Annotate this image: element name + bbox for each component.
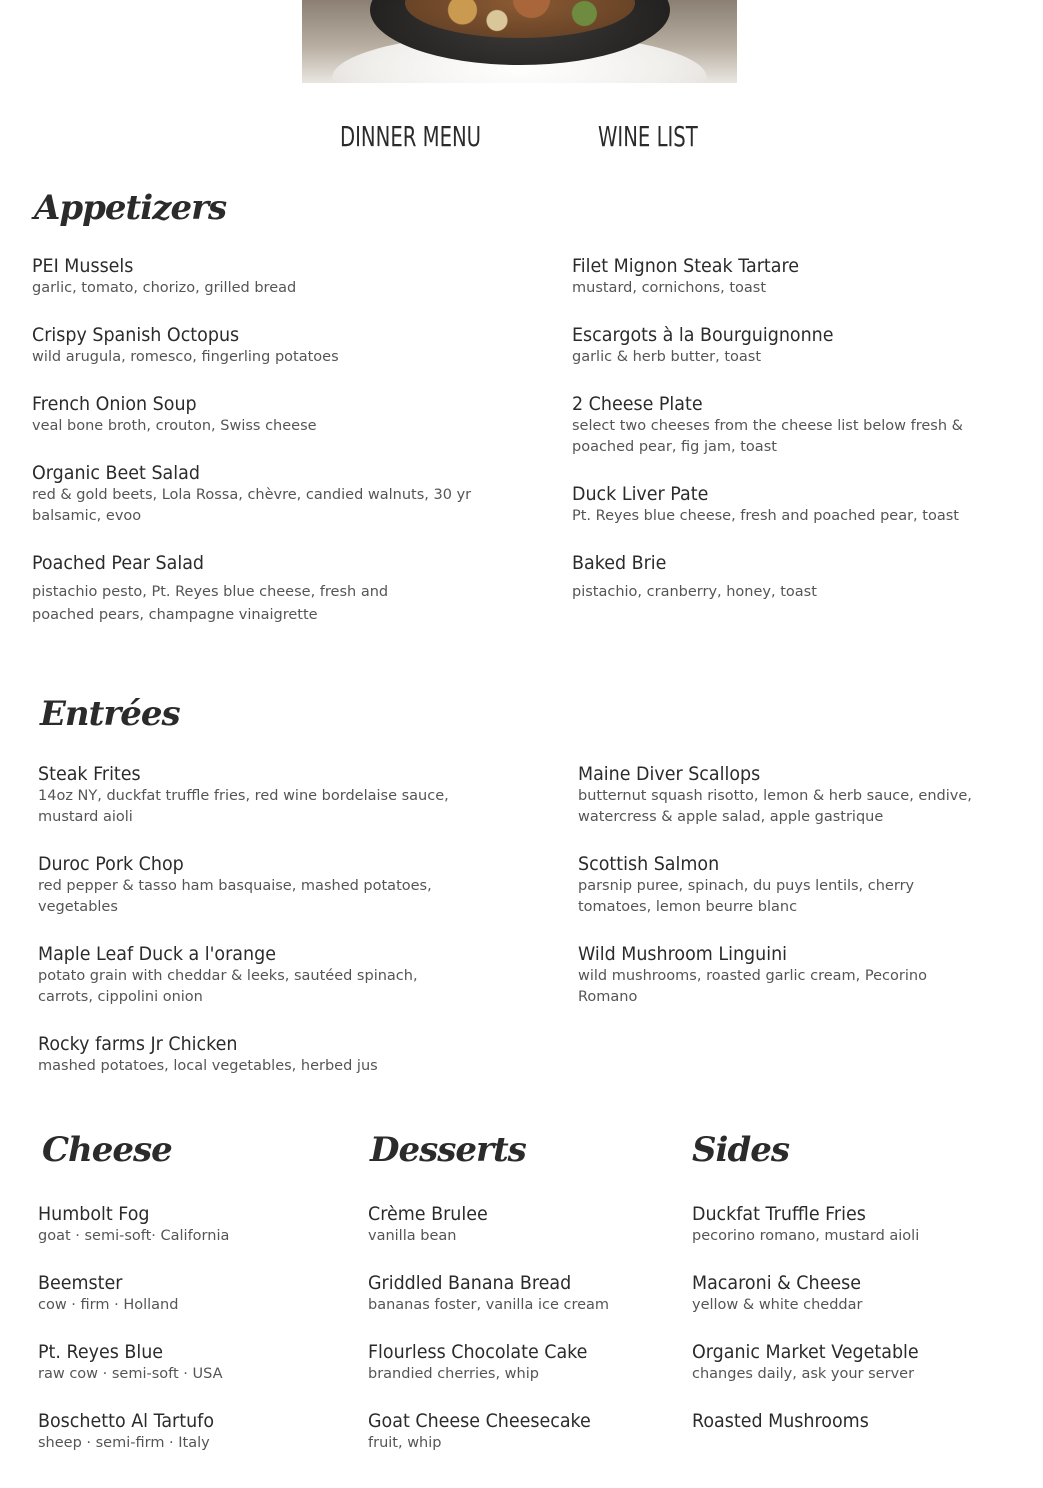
item-desc: mustard, cornichons, toast: [572, 280, 767, 296]
item-desc: fruit, whip: [368, 1435, 442, 1451]
menu-item: [692, 1202, 1022, 1247]
desserts-title: Desserts: [370, 1130, 526, 1170]
item-name: Steak Frites: [38, 763, 141, 785]
menu-item: [572, 392, 977, 458]
item-desc: yellow & white cheddar: [692, 1297, 863, 1313]
item-name: Poached Pear Salad: [32, 552, 205, 574]
item-name: Humbolt Fog: [38, 1203, 150, 1225]
menu-item: [38, 762, 488, 828]
item-name: PEI Mussels: [32, 255, 134, 277]
item-name: Crème Brulee: [368, 1203, 488, 1225]
menu-item: [38, 1340, 338, 1385]
item-desc: raw cow · semi-soft · USA: [38, 1366, 223, 1382]
menu-item: [32, 323, 472, 368]
item-desc: red pepper & tasso ham basquaise, mashed potatoes, vegetables: [38, 878, 432, 915]
menu-item: [578, 852, 968, 918]
menu-item: [32, 392, 472, 437]
item-name: Rocky farms Jr Chicken: [38, 1033, 238, 1055]
item-desc: bananas foster, vanilla ice cream: [368, 1297, 610, 1313]
hero-image: [302, 0, 737, 83]
menu-item: [572, 551, 992, 604]
sides-title: Sides: [692, 1130, 790, 1170]
menu-item: [368, 1340, 678, 1385]
menu-item: [38, 1032, 478, 1077]
item-name: French Onion Soup: [32, 393, 197, 415]
item-name: Flourless Chocolate Cake: [368, 1341, 588, 1363]
item-desc: 14oz NY, duckfat truffle fries, red wine bordelaise sauce, mustard aioli: [38, 788, 449, 825]
item-desc: brandied cherries, whip: [368, 1366, 539, 1382]
menu-item: [572, 323, 992, 368]
menu-item: [38, 1271, 338, 1316]
item-name: Macaroni & Cheese: [692, 1272, 861, 1294]
item-desc: veal bone broth, crouton, Swiss cheese: [32, 418, 317, 434]
item-name: Wild Mushroom Linguini: [578, 943, 788, 965]
entrees-title: Entrées: [40, 694, 180, 734]
item-name: Escargots à la Bourguignonne: [572, 324, 834, 346]
item-desc: pecorino romano, mustard aioli: [692, 1228, 920, 1244]
menu-item: [368, 1202, 678, 1247]
appetizers-title: Appetizers: [34, 188, 227, 228]
menu-item: [578, 762, 1018, 828]
menu-item: [38, 1409, 338, 1454]
item-desc: garlic & herb butter, toast: [572, 349, 762, 365]
item-desc: pistachio pesto, Pt. Reyes blue cheese, fresh and poached pears, champagne vinaigrette: [32, 584, 389, 623]
menu-item: [572, 482, 1012, 527]
menu-item: [32, 254, 472, 299]
item-name: Baked Brie: [572, 552, 667, 574]
menu-item: [692, 1409, 1022, 1433]
item-name: Boschetto Al Tartufo: [38, 1410, 215, 1432]
item-name: Duck Liver Pate: [572, 483, 709, 505]
nav-dinner-menu[interactable]: DINNER MENU: [340, 120, 482, 153]
item-name: Crispy Spanish Octopus: [32, 324, 240, 346]
item-name: Roasted Mushrooms: [692, 1410, 869, 1432]
menu-item: [692, 1271, 1022, 1316]
menu-item: [32, 461, 472, 527]
item-name: Griddled Banana Bread: [368, 1272, 572, 1294]
item-desc: wild arugula, romesco, fingerling potatoes: [32, 349, 339, 365]
item-desc: pistachio, cranberry, honey, toast: [572, 584, 817, 600]
item-desc: goat · semi-soft· California: [38, 1228, 230, 1244]
item-desc: vanilla bean: [368, 1228, 457, 1244]
menu-item: [368, 1271, 678, 1316]
item-name: Organic Market Vegetable: [692, 1341, 919, 1363]
item-desc: butternut squash risotto, lemon & herb sauce, endive, watercress & apple salad, apple gastrique: [578, 788, 972, 825]
menu-item: [578, 942, 978, 1008]
item-name: Filet Mignon Steak Tartare: [572, 255, 800, 277]
item-desc: changes daily, ask your server: [692, 1366, 915, 1382]
menu-item: [38, 1202, 338, 1247]
item-name: Maine Diver Scallops: [578, 763, 761, 785]
item-desc: garlic, tomato, chorizo, grilled bread: [32, 280, 297, 296]
nav-wine-list[interactable]: WINE LIST: [598, 120, 698, 153]
item-desc: red & gold beets, Lola Rossa, chèvre, candied walnuts, 30 yr balsamic, evoo: [32, 487, 472, 524]
menu-item: [38, 852, 478, 918]
menu-item: [32, 551, 442, 627]
item-desc: mashed potatoes, local vegetables, herbed jus: [38, 1058, 378, 1074]
item-name: Duckfat Truffle Fries: [692, 1203, 866, 1225]
item-name: 2 Cheese Plate: [572, 393, 703, 415]
item-desc: potato grain with cheddar & leeks, sautéed spinach, carrots, cippolini onion: [38, 968, 418, 1005]
item-desc: sheep · semi-firm · Italy: [38, 1435, 210, 1451]
item-desc: Pt. Reyes blue cheese, fresh and poached pear, toast: [572, 508, 959, 524]
menu-item: [368, 1409, 678, 1454]
menu-item: [572, 254, 992, 299]
item-name: Pt. Reyes Blue: [38, 1341, 164, 1363]
item-desc: cow · firm · Holland: [38, 1297, 179, 1313]
menu-item: [692, 1340, 1022, 1385]
item-name: Scottish Salmon: [578, 853, 720, 875]
item-name: Duroc Pork Chop: [38, 853, 184, 875]
item-desc: select two cheeses from the cheese list below fresh & poached pear, fig jam, toast: [572, 418, 963, 455]
menu-item: [38, 942, 458, 1008]
item-name: Maple Leaf Duck a l'orange: [38, 943, 276, 965]
item-name: Organic Beet Salad: [32, 462, 200, 484]
item-name: Beemster: [38, 1272, 123, 1294]
cheese-title: Cheese: [42, 1130, 172, 1170]
item-name: Goat Cheese Cheesecake: [368, 1410, 591, 1432]
item-desc: wild mushrooms, roasted garlic cream, Pecorino Romano: [578, 968, 927, 1005]
item-desc: parsnip puree, spinach, du puys lentils, cherry tomatoes, lemon beurre blanc: [578, 878, 915, 915]
